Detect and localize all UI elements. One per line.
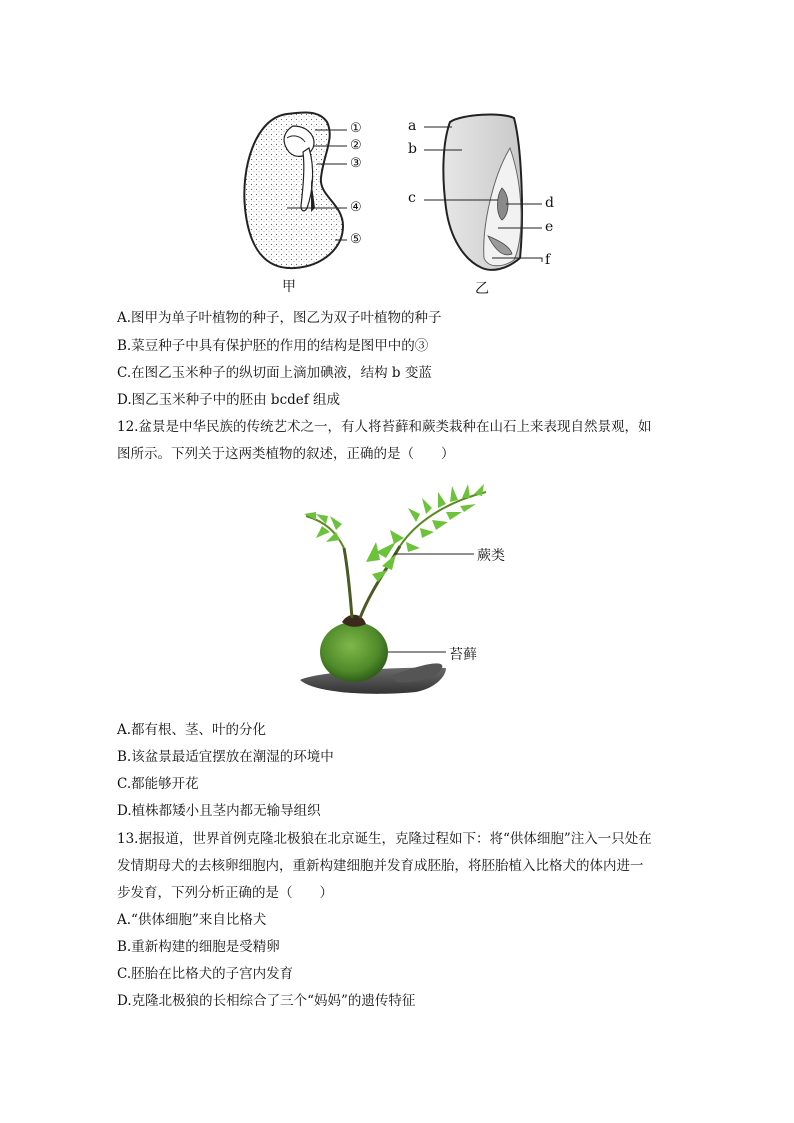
q13-stem-line-1: 13.据报道，世界首例克隆北极狼在北京诞生，克隆过程如下：将“供体细胞”注入一只处在 bbox=[117, 831, 652, 847]
q12-stem-line-1: 12.盆景是中华民族的传统艺术之一，有人将苔藓和蕨类栽种在山石上来表现自然景观，如 bbox=[117, 419, 652, 435]
bean-seed-diagram bbox=[235, 108, 385, 288]
marker-4: ④ bbox=[350, 200, 362, 215]
label-c: c bbox=[408, 190, 416, 206]
label-b: b bbox=[408, 141, 417, 157]
q12-stem-line-2: 图所示。下列关于这两类植物的叙述，正确的是（ ） bbox=[117, 446, 455, 462]
label-moss: 苔藓 bbox=[449, 647, 477, 663]
q13-option-d: D.克隆北极狼的长相综合了三个“妈妈”的遗传特征 bbox=[117, 993, 416, 1009]
corn-seed-figure bbox=[402, 108, 572, 297]
label-fern: 蕨类 bbox=[477, 548, 505, 564]
q13-option-a: A.“供体细胞”来自比格犬 bbox=[117, 912, 267, 928]
q12-option-d: D.植株都矮小且茎内都无输导组织 bbox=[117, 803, 321, 819]
marker-1: ① bbox=[350, 121, 362, 136]
q12-option-b: B.该盆景最适宜摆放在潮湿的环境中 bbox=[117, 749, 334, 765]
q13-stem-line-2: 发情期母犬的去核卵细胞内，重新构建细胞并发育成胚胎，将胚胎植入比格犬的体内进一 bbox=[117, 858, 644, 874]
q12-option-a: A.都有根、茎、叶的分化 bbox=[117, 722, 267, 738]
label-f: f bbox=[545, 252, 551, 268]
label-d: d bbox=[545, 195, 554, 211]
marker-5: ⑤ bbox=[350, 232, 362, 247]
q11-option-b: B.菜豆种子中具有保护胚的作用的结构是图甲中的③ bbox=[117, 338, 429, 354]
q11-option-d: D.图乙玉米种子中的胚由 bcdef 组成 bbox=[117, 392, 341, 408]
bean-seed-figure bbox=[235, 108, 385, 295]
q13-option-c: C.胚胎在比格犬的子宫内发育 bbox=[117, 966, 294, 982]
q13-option-b: B.重新构建的细胞是受精卵 bbox=[117, 939, 280, 955]
label-e: e bbox=[545, 219, 554, 235]
marker-2: ② bbox=[350, 138, 362, 153]
bonsai-photo bbox=[296, 482, 536, 702]
q11-option-a: A.图甲为单子叶植物的种子，图乙为双子叶植物的种子 bbox=[117, 310, 442, 326]
q12-option-c: C.都能够开花 bbox=[117, 776, 199, 792]
label-yi: 乙 bbox=[475, 281, 489, 297]
q13-stem-line-3: 步发育，下列分析正确的是（ ） bbox=[117, 885, 333, 901]
label-a: a bbox=[408, 118, 417, 134]
q11-option-c: C.在图乙玉米种子的纵切面上滴加碘液，结构 b 变蓝 bbox=[117, 365, 432, 381]
bonsai-figure bbox=[296, 482, 536, 702]
marker-3: ③ bbox=[350, 156, 362, 171]
label-jia: 甲 bbox=[282, 279, 296, 295]
